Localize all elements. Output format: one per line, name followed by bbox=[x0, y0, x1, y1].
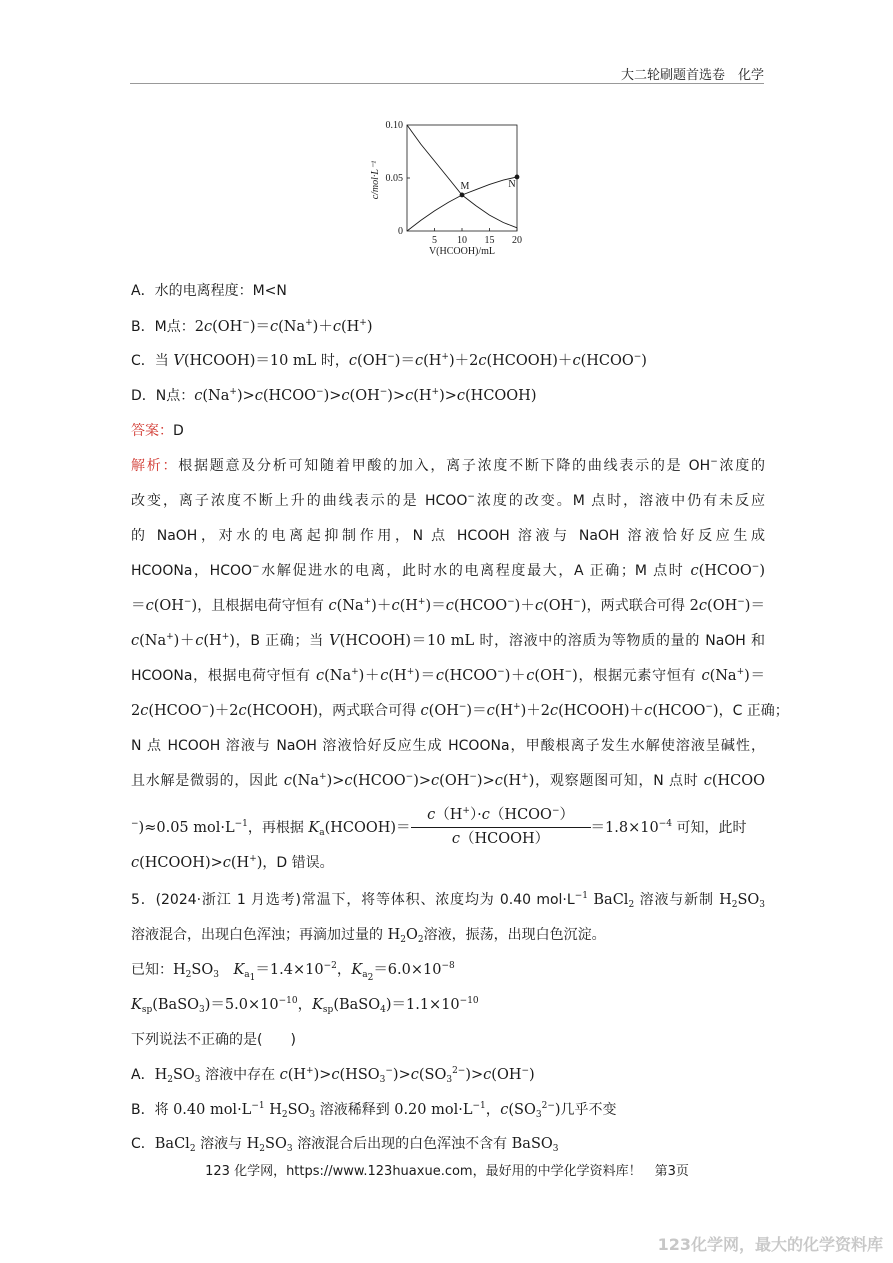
known-line-2: $K_{sp}(BaSO_3)=5.0\times 10^{-10}$，$K_{sp}(BaSO_4)=1.1\times 10^{-10}$ bbox=[131, 996, 479, 1015]
answer-line: 答案：D bbox=[131, 423, 184, 439]
option-a: A．水的电离程度：M<N bbox=[131, 283, 287, 299]
x-tick-label: 20 bbox=[512, 235, 522, 246]
option-c: C．当 V(HCOOH)＝10 mL 时，c(OH−)＝c(H+)＋2c(HCOOH)＋c(HCOO−) bbox=[131, 352, 647, 369]
analysis-line-6: c(Na+)＋c(H+)，B 正确；当 V(HCOOH)＝10 mL 时，溶液中的溶质为等物质的量的 NaOH 和 bbox=[131, 632, 765, 649]
known-line-1: 已知：$H_2SO_3$ $K_{a_1}=1.4\times 10^{-2}$，$K_{a_2}=6.0\times 10^{-8}$ bbox=[131, 961, 455, 983]
option-d: D．N点：c(Na+)>c(HCOO−)>c(OH−)>c(H+)>c(HCOOH) bbox=[131, 387, 537, 404]
analysis-line-4: HCOONa，HCOO−水解促进水的电离，此时水的电离程度最大，A 正确；M 点时 c(HCOO−) bbox=[131, 562, 765, 579]
analysis-line-5: ＝c(OH−)，且根据电荷守恒有 c(Na+)＋c(H+)＝c(HCOO−)＋c(OH−)，两式联合可得 2c(OH−)＝ bbox=[131, 597, 766, 614]
analysis-line-2: 改变，离子浓度不断上升的曲线表示的是 HCOO−浓度的改变。M 点时，溶液中仍有未反应 bbox=[131, 492, 765, 509]
analysis-line-9: N 点 HCOOH 溶液与 NaOH 溶液恰好反应生成 HCOONa，甲酸根离子发生水解使溶液呈碱性， bbox=[131, 738, 765, 754]
question-5-line-2: 溶液混合，出现白色浑浊；再滴加过量的 $H_2O_2$溶液，振荡，出现白色沉淀。 bbox=[131, 927, 606, 945]
y-tick-label: 0.05 bbox=[385, 173, 403, 184]
y-tick-label: 0.10 bbox=[385, 120, 403, 131]
q5-option-b: B．将 0.40 $mol\cdot L^{-1}$ $H_2SO_3$ 溶液稀释到 0.20 $mol\cdot L^{-1}$，$c(SO_3^{2-})$几乎不变 bbox=[131, 1101, 617, 1120]
watermark: 123化学网，最大的化学资料库 bbox=[657, 1235, 883, 1254]
question-5-line-1: 5．(2024·浙江 1 月选考)常温下，将等体积、浓度均为 0.40 $mol\cdot L^{-1}$ BaCl$_2$ 溶液与新制 $H_2SO_3$ bbox=[131, 891, 766, 910]
analysis-line-3: 的 NaOH，对水的电离起抑制作用，N 点 HCOOH 溶液与 NaOH 溶液恰好反应生成 bbox=[131, 528, 765, 544]
page-header: 大二轮刷题首选卷 化学 bbox=[620, 68, 764, 83]
plot-frame bbox=[407, 125, 517, 231]
analysis-line-7: HCOONa，根据电荷守恒有 c(Na+)＋c(H+)＝c(HCOO−)＋c(OH−)，根据元素守恒有 c(Na+)＝ bbox=[131, 667, 765, 684]
analysis-line-11: −)≈0.05 $mol\cdot L^{-1}$，再根据 $K_a(HCOOH)=$ $\frac{c(H^+)\cdot c(HCOO^-)}{\text{c（HCOOH）}}$ $=1.8\times 10^{-4}$ 可知，此时 bbox=[131, 806, 747, 847]
y-axis-label: c/mol·L⁻¹ bbox=[370, 160, 381, 200]
header-divider bbox=[130, 83, 764, 84]
series-line-1 bbox=[407, 125, 517, 228]
analysis-line-10: 且水解是微弱的，因此 c(Na+)>c(HCOO−)>c(OH−)>c(H+)，观察题图可知，N 点时 c(HCOO bbox=[131, 772, 766, 789]
point-label-m: M bbox=[460, 180, 470, 192]
y-tick-label: 0 bbox=[398, 226, 403, 237]
analysis-line-12: c(HCOOH)>c(H+)，D 错误。 bbox=[131, 854, 334, 871]
q5-option-c: C．BaCl$_2$ 溶液与 $H_2SO_3$ 溶液混合后出现的白色浑浊不含有 BaSO$_3$ bbox=[131, 1136, 559, 1154]
point-label-n: N bbox=[508, 178, 516, 190]
q5-option-a: A．$H_2SO_3$ 溶液中存在 $c(H^+)>c(HSO_3^-)>c(SO_3^{2-})>c(OH^-)$ bbox=[131, 1066, 535, 1085]
option-b: B．M点：2c(OH−)＝c(Na+)＋c(H+) bbox=[131, 318, 373, 335]
x-axis-label: V(HCOOH)/mL bbox=[428, 246, 496, 257]
x-tick-label: 5 bbox=[432, 235, 437, 246]
analysis-line-1: 解析：根据题意及分析可知随着甲酸的加入，离子浓度不断下降的曲线表示的是 OH−浓度的 bbox=[131, 457, 765, 474]
analysis-line-8: 2c(HCOO−)＋2c(HCOOH)，两式联合可得 c(OH−)＝c(H+)＋2c(HCOOH)＋c(HCOO−)，C 正确； bbox=[131, 702, 789, 719]
x-tick-label: 10 bbox=[457, 235, 467, 246]
concentration-chart bbox=[362, 110, 532, 260]
point-m bbox=[460, 193, 465, 198]
x-tick-label: 15 bbox=[484, 235, 495, 246]
page-footer: 123 化学网，https://www.123huaxue.com，最好用的中学化学资料库！ 第3页 bbox=[205, 1164, 689, 1179]
ka-fraction: $\frac{c(H^+)\cdot c(HCOO^-)}{\text{c（HCOOH）}}$ bbox=[411, 808, 591, 848]
question-prompt: 下列说法不正确的是( ) bbox=[131, 1032, 296, 1048]
